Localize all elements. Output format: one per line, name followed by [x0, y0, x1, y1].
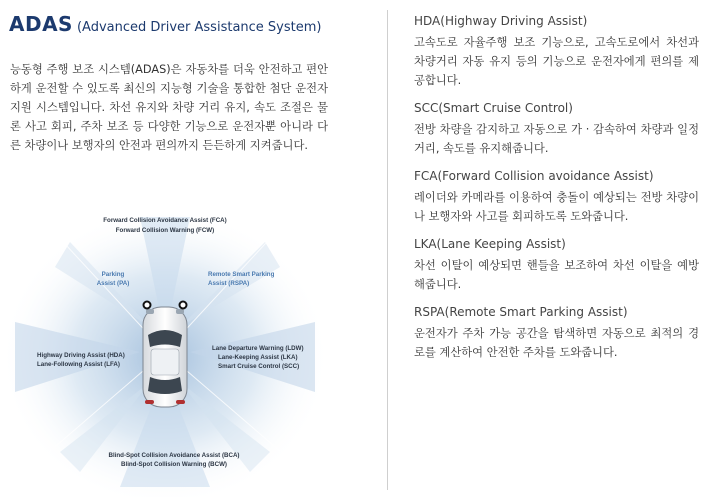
- label-fca: Forward Collision Avoidance Assist (FCA): [103, 217, 227, 224]
- label-scc: Smart Cruise Control (SCC): [218, 363, 300, 370]
- feature-lka: [414, 237, 699, 294]
- feature-title: RSPA(Remote Smart Parking Assist): [414, 305, 628, 319]
- label-bca: Blind-Spot Collision Avoidance Assist (BCA): [108, 452, 240, 459]
- feature-hda: [414, 14, 699, 90]
- label-ldw: Lane Departure Warning (LDW): [212, 345, 304, 352]
- label-rspa-2: Assist (RSPA): [208, 280, 250, 287]
- feature-desc: 레이더와 카메라를 이용하여 충돌이 예상되는 전방 차량이나 보행자와 사고를 회피하도록 도와줍니다.: [414, 191, 699, 223]
- feature-fca: [414, 169, 699, 226]
- label-fcw: Forward Collision Warning (FCW): [115, 227, 215, 234]
- label-lfa: Lane-Following Assist (LFA): [37, 361, 120, 368]
- title-sub: (Advanced Driver Assistance System): [76, 20, 322, 35]
- feature-title: HDA(Highway Driving Assist): [414, 14, 588, 28]
- label-bcw: Blind-Spot Collision Warning (BCW): [121, 461, 227, 468]
- feature-title: LKA(Lane Keeping Assist): [414, 237, 566, 251]
- feature-desc: 운전자가 주차 가능 공간을 탐색하면 자동으로 최적의 경로를 계산하여 안전한 주차를 도와줍니다.: [414, 327, 699, 359]
- label-pa-2: Assist (PA): [96, 280, 130, 287]
- feature-title: FCA(Forward Collision avoidance Assist): [414, 169, 654, 183]
- intro-paragraph: 능동형 주행 보조 시스템(ADAS)은 자동차를 더욱 안전하고 편안하게 운전할 수 있도록 최신의 지능형 기술을 통합한 첨단 운전자 지원 시스템입니다. 차선 유지와 차량 거리 유지, 속도 조절은 물론 사고 회피, 주차 보조 등 다양한 기능으로 운전자뿐 아니라 다른 차량이나 보행자의 안전과 편의까지 든든하게 지켜줍니다.: [10, 63, 328, 152]
- label-rspa-1: Remote Smart Parking: [208, 271, 275, 278]
- label-lka: Lane-Keeping Assist (LKA): [218, 354, 298, 361]
- feature-title: SCC(Smart Cruise Control): [414, 101, 573, 115]
- feature-desc: 차선 이탈이 예상되면 핸들을 보조하여 차선 이탈을 예방해줍니다.: [414, 259, 699, 291]
- feature-rspa: [414, 305, 699, 362]
- label-pa-1: Parking: [101, 271, 125, 278]
- car-illustration: [143, 307, 187, 407]
- label-hda: Highway Driving Assist (HDA): [37, 352, 125, 359]
- column-divider: [387, 10, 388, 490]
- feature-desc: 고속도로 자율주행 보조 기능으로, 고속도로에서 차선과 차량거리 자동 유지 등의 기능으로 운전자에게 편의를 제공합니다.: [414, 36, 699, 87]
- adas-diagram: [0, 197, 385, 497]
- feature-scc: [414, 101, 699, 158]
- page-title: [9, 12, 321, 36]
- feature-list: [414, 14, 699, 373]
- feature-desc: 전방 차량을 감지하고 자동으로 가 · 감속하여 차량과 일정 거리, 속도를 유지해줍니다.: [414, 123, 699, 155]
- title-main: ADAS: [9, 12, 73, 36]
